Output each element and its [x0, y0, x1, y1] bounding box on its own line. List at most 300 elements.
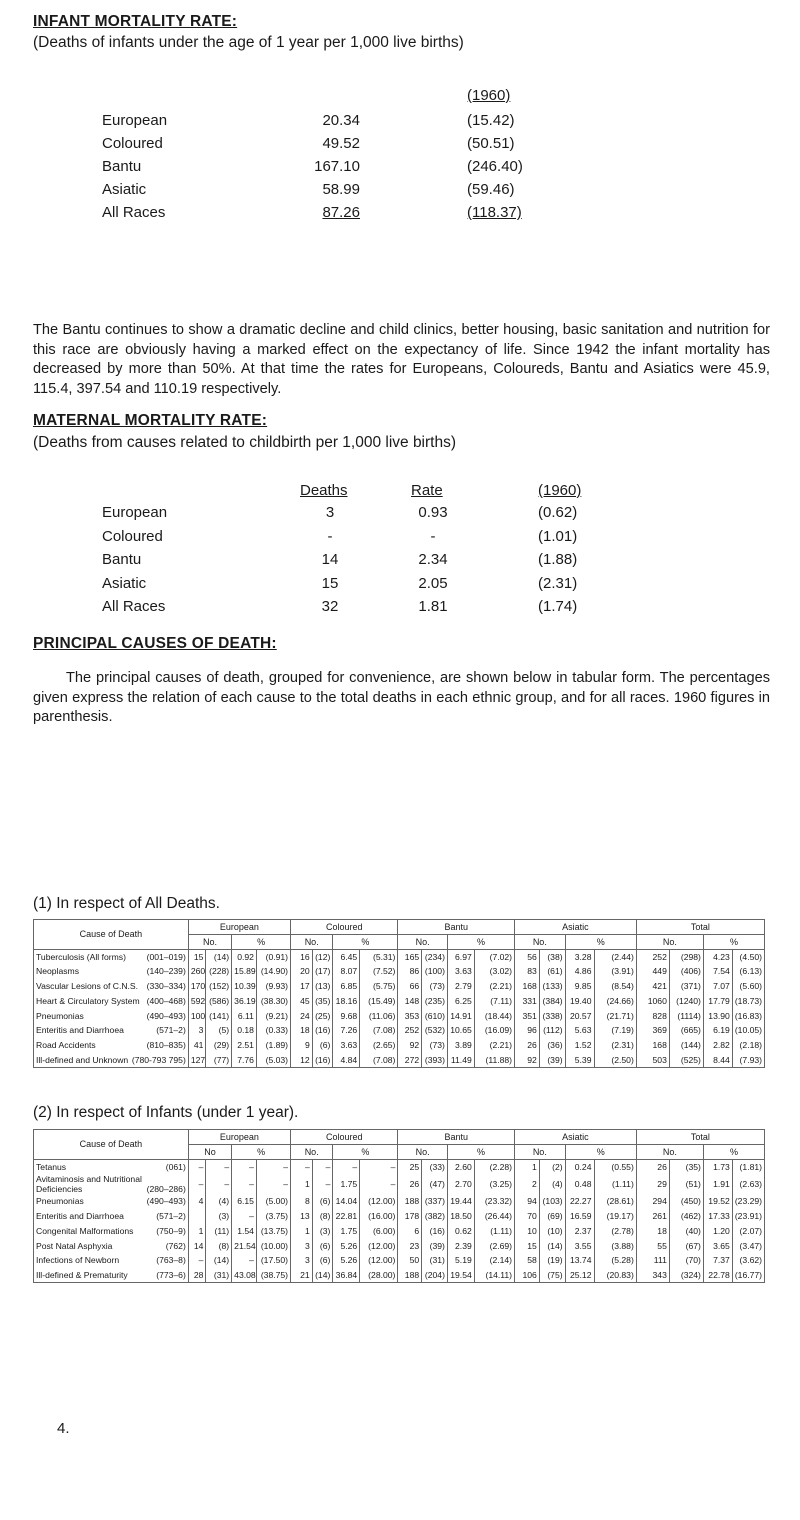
table-cell: (2.44) — [594, 949, 636, 964]
table-cell: 6.97 — [447, 949, 474, 964]
table-cell: 8 — [291, 1194, 313, 1209]
maternal-row-deaths: - — [327, 527, 333, 545]
cause-code: (773–6) — [156, 1270, 186, 1281]
table-cell: (18.73) — [732, 993, 764, 1008]
table-cell: 1.20 — [703, 1223, 732, 1238]
cause-cell — [34, 1253, 189, 1268]
table-cell: 1.75 — [333, 1174, 360, 1194]
table-cell: (3) — [312, 1223, 333, 1238]
table-cell: (17.50) — [256, 1253, 290, 1268]
maternal-row-deaths: 3 — [325, 504, 335, 521]
no-header: No. — [515, 934, 566, 949]
table-cell: (14.11) — [474, 1268, 514, 1283]
pct-header: % — [232, 934, 291, 949]
table-cell: 14.04 — [333, 1194, 360, 1209]
table-cell: (5) — [206, 1023, 232, 1038]
cause-code: (780-793 795) — [131, 1054, 186, 1065]
infant-mortality-heading: INFANT MORTALITY RATE: — [33, 13, 238, 30]
table-row — [34, 1159, 765, 1174]
cause-name: Post Natal Asphyxia — [36, 1240, 113, 1251]
cause-code: (763–8) — [156, 1255, 186, 1266]
cause-name: Enteritis and Diarrhoea — [36, 1211, 124, 1222]
cause-name: Tetanus — [36, 1161, 67, 1172]
table-cell: 22.27 — [565, 1194, 594, 1209]
table-cell: (5.75) — [360, 979, 398, 994]
table-cell: (75) — [539, 1268, 565, 1283]
table-cell: 294 — [636, 1194, 669, 1209]
page-number: 4. — [57, 1420, 70, 1437]
table-cell: 252 — [636, 949, 669, 964]
table-cell: (665) — [669, 1023, 703, 1038]
table-row — [34, 1194, 765, 1209]
table-cell: 29 — [636, 1174, 669, 1194]
table-cell: (38) — [539, 949, 565, 964]
table-cell: (1.89) — [256, 1038, 290, 1053]
table-cell: (462) — [669, 1209, 703, 1224]
table-cell: 50 — [398, 1253, 422, 1268]
table-cell: (8) — [312, 1209, 333, 1224]
table-cell: (3.91) — [594, 964, 636, 979]
table-cell: 272 — [398, 1053, 422, 1068]
table-row — [34, 1253, 765, 1268]
table-cell: 4.84 — [333, 1053, 360, 1068]
table-cell: (8.54) — [594, 979, 636, 994]
table-cell: 0.48 — [565, 1174, 594, 1194]
table-cell: (33) — [422, 1159, 448, 1174]
table-cell: (21.71) — [594, 1008, 636, 1023]
table-cell: 5.39 — [565, 1053, 594, 1068]
table-cell: (7.08) — [360, 1053, 398, 1068]
table-cell: (12.00) — [360, 1253, 398, 1268]
table-cell: (40) — [669, 1223, 703, 1238]
table-cell: (14.90) — [256, 964, 290, 979]
table-cell: 1 — [515, 1159, 540, 1174]
cause-code: (810–835) — [146, 1040, 186, 1051]
table-cell: (16.00) — [360, 1209, 398, 1224]
table-cell: (0.55) — [594, 1159, 636, 1174]
cause-header: Cause of Death — [34, 1130, 189, 1160]
table-cell: 20.57 — [565, 1008, 594, 1023]
table-cell: (1.11) — [474, 1223, 514, 1238]
table-cell: (525) — [669, 1053, 703, 1068]
table-cell: 21.54 — [232, 1238, 257, 1253]
table-cell: (23.91) — [732, 1209, 764, 1224]
table-row — [34, 993, 765, 1008]
table-cell: (11) — [206, 1223, 232, 1238]
table-cell: 4.86 — [565, 964, 594, 979]
table-cell: (35) — [669, 1159, 703, 1174]
table-cell: (28.61) — [594, 1194, 636, 1209]
table-cell: (6) — [312, 1038, 333, 1053]
table-cell: 18.16 — [333, 993, 360, 1008]
cause-name: Ill-defined and Unknown — [36, 1054, 129, 1065]
table-cell: (4.50) — [732, 949, 764, 964]
group-header: Asiatic — [515, 920, 637, 935]
maternal-row-rate: 2.34 — [418, 551, 448, 568]
table-cell: (16) — [422, 1223, 448, 1238]
cause-name: Infections of Newborn — [36, 1255, 120, 1266]
table-cell: (450) — [669, 1194, 703, 1209]
maternal-row-prev: (0.62) — [538, 504, 578, 521]
table-cell: (228) — [206, 964, 232, 979]
infant-row-label: Bantu — [102, 158, 142, 175]
table-cell: – — [206, 1159, 232, 1174]
table-cell: 19.44 — [447, 1194, 474, 1209]
maternal-year-header: (1960) — [538, 482, 582, 499]
table-cell: 36.19 — [232, 993, 257, 1008]
table-cell: 3 — [188, 1023, 206, 1038]
infant-row-rate: 167.10 — [314, 158, 360, 175]
maternal-mortality-subheading: (Deaths from causes related to childbirth per 1,000 live births) — [33, 434, 457, 451]
table-cell: – — [256, 1174, 290, 1194]
table-row — [34, 1223, 765, 1238]
pct-header: % — [703, 934, 764, 949]
infant-row-prev: (118.37) — [467, 204, 522, 221]
table-cell: 148 — [398, 993, 422, 1008]
table-cell: (3.88) — [594, 1238, 636, 1253]
table-cell: – — [291, 1159, 313, 1174]
table-cell: (5.28) — [594, 1253, 636, 1268]
table-cell: (2.07) — [732, 1223, 764, 1238]
table-cell: – — [232, 1174, 257, 1194]
table-cell: (7.52) — [360, 964, 398, 979]
table-cell: 6 — [398, 1223, 422, 1238]
table-cell: (18.44) — [474, 1008, 514, 1023]
table-cell: 6.85 — [333, 979, 360, 994]
table-cell: 83 — [515, 964, 540, 979]
cause-name: Pneumonias — [36, 1010, 84, 1021]
cause-cell — [34, 964, 189, 979]
table-cell: 10.39 — [232, 979, 257, 994]
table-cell: 15 — [188, 949, 206, 964]
no-header: No. — [515, 1144, 566, 1159]
table-cell: 3 — [291, 1253, 313, 1268]
infant-row-label: All Races — [102, 204, 166, 221]
table-cell: 17.33 — [703, 1209, 732, 1224]
table-row — [34, 1268, 765, 1283]
table-cell: (610) — [422, 1008, 448, 1023]
table-cell: (2.78) — [594, 1223, 636, 1238]
infant-deaths-table — [33, 1129, 765, 1283]
table-cell: 1 — [291, 1223, 313, 1238]
infant-row-rate: 58.99 — [322, 181, 360, 198]
table-cell: 165 — [398, 949, 422, 964]
all-deaths-table — [33, 919, 765, 1068]
table-row — [34, 1053, 765, 1068]
table1-title: (1) In respect of All Deaths. — [33, 895, 220, 912]
table-cell: 7.07 — [703, 979, 732, 994]
cause-cell — [34, 1223, 189, 1238]
cause-cell — [34, 949, 189, 964]
table-cell: (3.75) — [256, 1209, 290, 1224]
table-cell: – — [312, 1174, 333, 1194]
table-cell: 6.19 — [703, 1023, 732, 1038]
table-cell: 127 — [188, 1053, 206, 1068]
maternal-row-label: Coloured — [102, 527, 163, 545]
table-cell: 4.23 — [703, 949, 732, 964]
infant-row-label: European — [102, 112, 168, 129]
table-cell: (384) — [539, 993, 565, 1008]
table-cell: 92 — [515, 1053, 540, 1068]
table-cell: 5.19 — [447, 1253, 474, 1268]
pct-header: % — [565, 1144, 636, 1159]
cause-cell — [34, 1238, 189, 1253]
pct-header: % — [232, 1144, 291, 1159]
table-cell: 58 — [515, 1253, 540, 1268]
infant-row-rate: 87.26 — [322, 204, 360, 221]
cause-cell — [34, 1038, 189, 1053]
maternal-row-deaths: 32 — [321, 598, 339, 615]
cause-code: (750–9) — [156, 1225, 186, 1236]
table-cell: (35) — [312, 993, 333, 1008]
table-cell: 0.92 — [232, 949, 257, 964]
table-cell: (371) — [669, 979, 703, 994]
table-cell: 13.90 — [703, 1008, 732, 1023]
table-cell: (10) — [539, 1223, 565, 1238]
table-cell: 1.73 — [703, 1159, 732, 1174]
table-cell: (7.19) — [594, 1023, 636, 1038]
cause-name: Congenital Malformations — [36, 1225, 134, 1236]
table-cell: (10.00) — [256, 1238, 290, 1253]
table-cell: (29) — [206, 1038, 232, 1053]
table-cell: (0.91) — [256, 949, 290, 964]
table-cell: (6) — [312, 1194, 333, 1209]
table-cell: 9.68 — [333, 1008, 360, 1023]
table-cell: (69) — [539, 1209, 565, 1224]
table-cell: (51) — [669, 1174, 703, 1194]
table-cell: (15.49) — [360, 993, 398, 1008]
maternal-row-label: Asiatic — [102, 574, 147, 592]
table-cell: (3.62) — [732, 1253, 764, 1268]
table-cell: 18.50 — [447, 1209, 474, 1224]
table-cell: 14.91 — [447, 1008, 474, 1023]
maternal-row-rate: - — [430, 527, 436, 545]
no-header: No. — [188, 934, 231, 949]
principal-causes-paragraph: The principal causes of death, grouped for convenience, are shown below in tabular form. The percentages given express the relation of each cause to the total deaths in each ethnic group, and for all races. 1960 figures in parenthesis. — [33, 670, 770, 725]
table-cell: (2.65) — [360, 1038, 398, 1053]
table-cell: (2) — [539, 1159, 565, 1174]
pct-header: % — [447, 934, 514, 949]
table-cell: 261 — [636, 1209, 669, 1224]
table-cell: 5.26 — [333, 1253, 360, 1268]
table-row — [34, 1209, 765, 1224]
table-cell: 2 — [515, 1174, 540, 1194]
table-cell: 3.55 — [565, 1238, 594, 1253]
table-cell: 828 — [636, 1008, 669, 1023]
table-cell: 13 — [291, 1209, 313, 1224]
table-cell: (26.44) — [474, 1209, 514, 1224]
table-cell: (4) — [206, 1194, 232, 1209]
table-cell: (1.81) — [732, 1159, 764, 1174]
table-row — [34, 979, 765, 994]
table-cell: (5.31) — [360, 949, 398, 964]
table-cell: 26 — [515, 1038, 540, 1053]
pct-header: % — [447, 1144, 514, 1159]
table-cell: 12 — [291, 1053, 313, 1068]
table-cell: 2.70 — [447, 1174, 474, 1194]
cause-code: (490–493) — [146, 1196, 186, 1207]
table-cell: 421 — [636, 979, 669, 994]
table-cell: 188 — [398, 1194, 422, 1209]
maternal-row-prev: (1.74) — [538, 598, 578, 615]
table-cell: (337) — [422, 1194, 448, 1209]
table-cell: 1.52 — [565, 1038, 594, 1053]
maternal-row-label: Bantu — [102, 551, 142, 568]
table-cell: (100) — [422, 964, 448, 979]
table-cell: (3.47) — [732, 1238, 764, 1253]
group-header: Coloured — [291, 1130, 398, 1145]
maternal-mortality-heading: MATERNAL MORTALITY RATE: — [33, 412, 268, 429]
table-cell: 0.62 — [447, 1223, 474, 1238]
group-header: Bantu — [398, 920, 515, 935]
table-cell: (586) — [206, 993, 232, 1008]
table-cell: (1.11) — [594, 1174, 636, 1194]
table-cell: 5.26 — [333, 1238, 360, 1253]
pct-header: % — [333, 1144, 398, 1159]
table-cell: 106 — [515, 1268, 540, 1283]
table-cell: 3.89 — [447, 1038, 474, 1053]
table-cell: (7.11) — [474, 993, 514, 1008]
table-cell: (141) — [206, 1008, 232, 1023]
table-cell: (77) — [206, 1053, 232, 1068]
cause-cell — [34, 1023, 189, 1038]
maternal-row-rate: 2.05 — [418, 574, 448, 592]
table-cell: 24 — [291, 1008, 313, 1023]
table-cell: 55 — [636, 1238, 669, 1253]
table-cell: (36) — [539, 1038, 565, 1053]
table-cell: (14) — [206, 949, 232, 964]
table-cell: (7.02) — [474, 949, 514, 964]
infant-row-rate: 20.34 — [322, 112, 360, 129]
cause-name: Pneumonias — [36, 1196, 84, 1207]
cause-cell — [34, 1209, 189, 1224]
table-cell: (19) — [539, 1253, 565, 1268]
pct-header: % — [703, 1144, 764, 1159]
table-cell: 6.25 — [447, 993, 474, 1008]
table-cell: 369 — [636, 1023, 669, 1038]
group-header: European — [188, 920, 290, 935]
table-cell: (133) — [539, 979, 565, 994]
table-cell: 28 — [188, 1268, 206, 1283]
pct-header: % — [333, 934, 398, 949]
table-cell: (47) — [422, 1174, 448, 1194]
table-cell: 260 — [188, 964, 206, 979]
infant-mortality-paragraph: The Bantu continues to show a dramatic decline and child clinics, better housing, basic sanitation and nutrition for this race are obviously having a marked effect on the expectancy of life. Since 1942 the infant mortality has decreased by more than 50%. At that time the rates for Europeans, Coloureds, Bantu and Asiatics were 45.9, 115.4, 397.54 and 110.19 respectively. — [33, 322, 770, 397]
table-cell: (6.00) — [360, 1223, 398, 1238]
table-cell: (382) — [422, 1209, 448, 1224]
table-cell: 503 — [636, 1053, 669, 1068]
cause-name: Tuberculosis (All forms) — [36, 951, 126, 962]
table-cell: 17.79 — [703, 993, 732, 1008]
table-cell: – — [232, 1209, 257, 1224]
table-row — [34, 964, 765, 979]
table-cell: 70 — [515, 1209, 540, 1224]
table-cell: 14 — [188, 1238, 206, 1253]
table-cell: – — [360, 1174, 398, 1194]
table-cell: 3.63 — [447, 964, 474, 979]
group-header: Bantu — [398, 1130, 515, 1145]
table-cell: 20 — [291, 964, 313, 979]
table-cell: 13.74 — [565, 1253, 594, 1268]
table-cell: (61) — [539, 964, 565, 979]
table-cell: (152) — [206, 979, 232, 994]
table-cell: (2.28) — [474, 1159, 514, 1174]
cause-code: (400–468) — [146, 995, 186, 1006]
table-cell: 6.15 — [232, 1194, 257, 1209]
table-cell: 8.07 — [333, 964, 360, 979]
table-cell: 1.91 — [703, 1174, 732, 1194]
maternal-row-prev: (1.88) — [538, 551, 578, 568]
table-cell: 19.52 — [703, 1194, 732, 1209]
table-cell: (24.66) — [594, 993, 636, 1008]
table-cell: – — [360, 1159, 398, 1174]
table-cell: (28.00) — [360, 1268, 398, 1283]
table-cell: (39) — [539, 1053, 565, 1068]
table-cell: 10 — [515, 1223, 540, 1238]
table-cell: (16.09) — [474, 1023, 514, 1038]
table-cell: (3) — [206, 1209, 232, 1224]
cause-code: (571–2) — [156, 1211, 186, 1222]
cause-cell — [34, 979, 189, 994]
principal-causes-heading: PRINCIPAL CAUSES OF DEATH: — [33, 635, 277, 652]
table-cell: (2.69) — [474, 1238, 514, 1253]
infant-row-rate: 49.52 — [322, 135, 360, 152]
table-cell: (16.77) — [732, 1268, 764, 1283]
table-cell: 2.60 — [447, 1159, 474, 1174]
table-cell: (3.25) — [474, 1174, 514, 1194]
table-cell: (103) — [539, 1194, 565, 1209]
table-cell: – — [232, 1253, 257, 1268]
cause-code: (280–286) — [146, 1183, 186, 1194]
table-cell: (5.00) — [256, 1194, 290, 1209]
table-cell: – — [206, 1174, 232, 1194]
table-cell: 18 — [291, 1023, 313, 1038]
table-cell: 19.54 — [447, 1268, 474, 1283]
cause-cell — [34, 1194, 189, 1209]
table-cell: 41 — [188, 1038, 206, 1053]
table-cell: 22.81 — [333, 1209, 360, 1224]
table-cell: – — [256, 1159, 290, 1174]
group-header: Total — [636, 1130, 764, 1145]
table-cell: 15 — [515, 1238, 540, 1253]
table-cell: (73) — [422, 1038, 448, 1053]
table-cell: 3 — [291, 1238, 313, 1253]
table-cell: (9.93) — [256, 979, 290, 994]
cause-cell — [34, 1159, 189, 1174]
infant-row-label: Asiatic — [102, 181, 147, 198]
group-header: European — [188, 1130, 290, 1145]
table-cell: 2.39 — [447, 1238, 474, 1253]
table-cell: (16) — [312, 1053, 333, 1068]
table-cell: 1.54 — [232, 1223, 257, 1238]
table-cell: 353 — [398, 1008, 422, 1023]
cause-name: Avitaminosis and Nutritional Deficiencies — [36, 1173, 142, 1194]
table-cell: (235) — [422, 993, 448, 1008]
table-cell: 92 — [398, 1038, 422, 1053]
cause-cell — [34, 1008, 189, 1023]
table-cell: (6) — [312, 1253, 333, 1268]
table-cell: (7.08) — [360, 1023, 398, 1038]
cause-name: Enteritis and Diarrhoea — [36, 1025, 124, 1036]
infant-row-prev: (59.46) — [467, 181, 515, 198]
table-cell: (532) — [422, 1023, 448, 1038]
maternal-row-deaths: 15 — [321, 574, 339, 592]
table-cell: (31) — [422, 1253, 448, 1268]
table-cell: – — [312, 1159, 333, 1174]
cause-name: Neoplasms — [36, 966, 79, 977]
cause-cell — [34, 1268, 189, 1283]
table-cell: (23.29) — [732, 1194, 764, 1209]
